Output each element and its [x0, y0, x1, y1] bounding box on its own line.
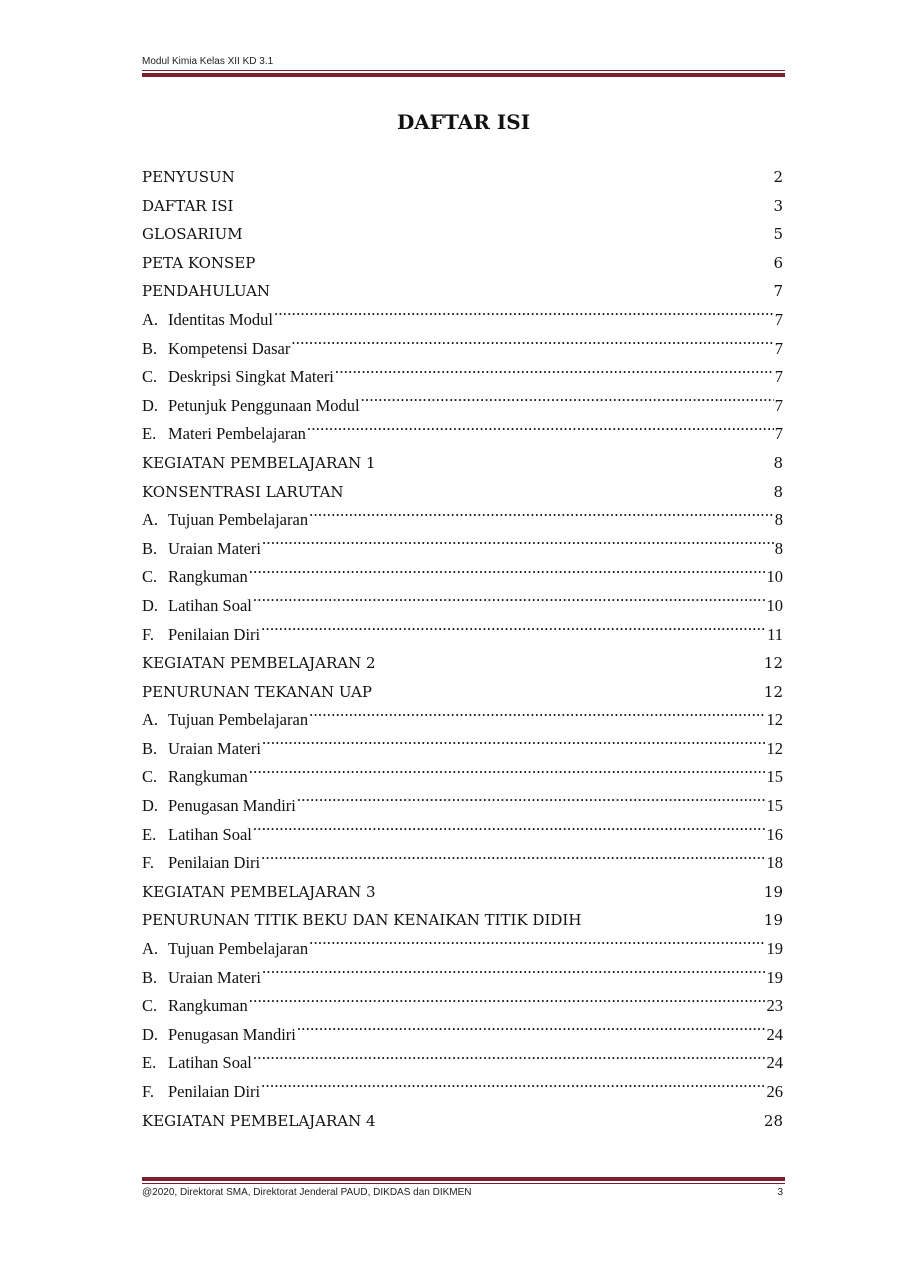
toc-entry-letter: D. — [142, 395, 159, 415]
toc-entry[interactable] — [142, 821, 783, 850]
toc-entry[interactable] — [142, 192, 783, 221]
toc-entry-page-number: 19 — [763, 882, 783, 901]
dot-leader — [377, 659, 763, 668]
toc-entry-page-number: 18 — [766, 853, 783, 873]
toc-entry-label: KONSENTRASI LARUTAN — [142, 482, 344, 501]
toc-entry-page-number: 16 — [766, 824, 783, 844]
toc-entry-label: Rangkuman — [168, 567, 248, 587]
toc-entry-label: Kompetensi Dasar — [168, 338, 291, 358]
toc-entry-letter: D. — [142, 595, 159, 615]
toc-entry[interactable] — [142, 849, 783, 878]
toc-entry-letter: C. — [142, 996, 158, 1016]
toc-entry-label: PENURUNAN TEKANAN UAP — [142, 682, 372, 701]
toc-entry[interactable] — [142, 621, 783, 650]
toc-entry-page-number: 7 — [774, 395, 783, 415]
dot-leader — [309, 509, 774, 526]
toc-entry-page-number: 19 — [766, 939, 783, 959]
toc-entry-label: DAFTAR ISI — [142, 196, 234, 215]
toc-entry[interactable] — [142, 935, 783, 964]
toc-entry[interactable] — [142, 563, 783, 592]
toc-entry-label: Rangkuman — [168, 767, 248, 787]
toc-entry-page-number: 10 — [766, 567, 783, 587]
toc-entry[interactable] — [142, 420, 783, 449]
toc-entry[interactable] — [142, 992, 783, 1021]
toc-entry-letter: B. — [142, 967, 158, 987]
toc-entry[interactable] — [142, 277, 783, 306]
toc-entry-letter: B. — [142, 738, 158, 758]
toc-entry-page-number: 10 — [766, 595, 783, 615]
dot-leader — [274, 308, 774, 325]
running-header: Modul Kimia Kelas XII KD 3.1 — [142, 56, 274, 67]
dot-leader — [309, 938, 765, 955]
toc-entry-label: Uraian Materi — [168, 538, 261, 558]
toc-entry-letter: F. — [142, 624, 154, 644]
header-rule-thin — [142, 70, 785, 71]
dot-leader — [361, 394, 774, 411]
toc-entry-label: Deskripsi Singkat Materi — [168, 367, 334, 387]
dot-leader — [253, 594, 766, 611]
toc-entry-page-number: 26 — [766, 1082, 783, 1101]
toc-entry[interactable] — [142, 1078, 783, 1107]
toc-entry-page-number: 8 — [773, 482, 783, 501]
toc-entry-label: Tujuan Pembelajaran — [168, 710, 309, 730]
toc-entry-page-number: 15 — [766, 796, 783, 816]
toc-entry-letter: A. — [142, 309, 159, 329]
toc-entry-letter: B. — [142, 538, 158, 558]
toc-entry[interactable] — [142, 249, 783, 278]
toc-entry[interactable] — [142, 1021, 783, 1050]
toc-entry-letter: C. — [142, 367, 158, 387]
toc-entry-letter: E. — [142, 824, 157, 844]
dot-leader — [297, 795, 766, 812]
toc-entry-letter: E. — [142, 424, 157, 444]
toc-entry[interactable] — [142, 535, 783, 564]
toc-entry-page-number: 19 — [766, 967, 783, 987]
toc-entry[interactable] — [142, 1107, 783, 1136]
toc-entry-page-number: 11 — [767, 624, 783, 644]
toc-entry-label: Uraian Materi — [168, 738, 261, 758]
toc-entry-letter: B. — [142, 338, 158, 358]
toc-entry-page-number: 28 — [763, 1111, 783, 1130]
dot-leader — [291, 337, 773, 354]
toc-entry-label: Penilaian Diri — [168, 1082, 261, 1101]
toc-entry-page-number: 24 — [766, 1053, 783, 1073]
dot-leader — [249, 995, 766, 1012]
toc-entry-page-number: 8 — [774, 538, 783, 558]
toc-entry-letter: A. — [142, 510, 159, 530]
dot-leader — [582, 916, 762, 925]
toc-entry-label: GLOSARIUM — [142, 225, 243, 244]
dot-leader — [335, 366, 774, 383]
toc-entry-page-number: 8 — [773, 453, 783, 472]
toc-entry-label: PENURUNAN TITIK BEKU DAN KENAIKAN TITIK DIDIH — [142, 911, 582, 930]
toc-entry-label: Latihan Soal — [168, 1053, 252, 1073]
toc-entry[interactable] — [142, 792, 783, 821]
toc-entry-label: KEGIATAN PEMBELAJARAN 3 — [142, 882, 376, 901]
toc-entry[interactable] — [142, 449, 783, 478]
toc-entry-label: PENYUSUN — [142, 168, 235, 186]
toc-entry-page-number: 7 — [774, 309, 783, 329]
header-rule-thick — [142, 73, 785, 77]
footer-rule-thin — [142, 1183, 785, 1184]
dot-leader — [262, 966, 766, 983]
toc-entry-label: Penilaian Diri — [168, 853, 261, 873]
toc-entry-page-number: 23 — [766, 996, 783, 1016]
toc-entry[interactable] — [142, 392, 783, 421]
toc-entry-page-number: 7 — [774, 338, 783, 358]
dot-leader — [249, 566, 766, 583]
dot-leader — [297, 1023, 766, 1040]
dot-leader — [234, 202, 772, 211]
toc-entry-page-number: 6 — [773, 253, 783, 272]
toc-entry-letter: F. — [142, 853, 154, 873]
toc-entry-label: Penugasan Mandiri — [168, 1024, 296, 1044]
toc-entry-label: Materi Pembelajaran — [168, 424, 306, 444]
dot-leader — [236, 173, 773, 182]
toc-entry[interactable] — [142, 878, 783, 907]
toc-entry-page-number: 7 — [774, 424, 783, 444]
toc-entry-page-number: 3 — [773, 196, 783, 215]
toc-entry-letter: C. — [142, 567, 158, 587]
dot-leader — [309, 709, 765, 726]
toc-entry[interactable] — [142, 306, 783, 335]
toc-entry-letter: F. — [142, 1082, 154, 1101]
toc-entry[interactable] — [142, 706, 783, 735]
table-of-contents — [142, 163, 783, 1135]
dot-leader — [345, 488, 773, 497]
toc-entry-label: Penugasan Mandiri — [168, 796, 296, 816]
toc-entry-label: KEGIATAN PEMBELAJARAN 1 — [142, 453, 376, 472]
toc-entry-page-number: 19 — [763, 911, 783, 930]
toc-entry-label: KEGIATAN PEMBELAJARAN 2 — [142, 654, 376, 673]
toc-entry-label: Latihan Soal — [168, 824, 252, 844]
toc-entry[interactable] — [142, 478, 783, 507]
toc-entry[interactable] — [142, 649, 783, 678]
dot-leader — [261, 623, 766, 640]
toc-entry-label: PETA KONSEP — [142, 253, 256, 272]
toc-entry[interactable] — [142, 1049, 783, 1078]
toc-entry[interactable] — [142, 592, 783, 621]
toc-entry-page-number: 2 — [773, 168, 783, 186]
toc-entry-label: Petunjuk Penggunaan Modul — [168, 395, 360, 415]
dot-leader — [307, 423, 774, 440]
dot-leader — [256, 259, 772, 268]
toc-entry-page-number: 12 — [766, 738, 783, 758]
dot-leader — [261, 1081, 765, 1098]
toc-entry-letter: D. — [142, 796, 159, 816]
toc-entry[interactable] — [142, 335, 783, 364]
toc-entry-page-number: 12 — [763, 682, 783, 701]
footer-credit: @2020, Direktorat SMA, Direktorat Jenderal PAUD, DIKDAS dan DIKMEN — [142, 1187, 472, 1198]
footer-page-number: 3 — [777, 1187, 783, 1198]
toc-entry-label: Tujuan Pembelajaran — [168, 939, 309, 959]
page-title: DAFTAR ISI — [396, 110, 531, 134]
dot-leader — [377, 1117, 763, 1126]
toc-entry-page-number: 5 — [773, 225, 783, 244]
toc-entry-page-number: 12 — [766, 710, 783, 730]
toc-entry[interactable] — [142, 678, 783, 707]
toc-entry[interactable] — [142, 964, 783, 993]
toc-entry[interactable] — [142, 763, 783, 792]
dot-leader — [262, 737, 766, 754]
toc-entry-page-number: 7 — [774, 367, 783, 387]
dot-leader — [261, 852, 765, 869]
toc-entry-label: Tujuan Pembelajaran — [168, 510, 309, 530]
toc-entry-label: Penilaian Diri — [168, 624, 261, 644]
toc-entry-letter: A. — [142, 710, 159, 730]
toc-entry-page-number: 24 — [766, 1024, 783, 1044]
toc-entry-page-number: 15 — [766, 767, 783, 787]
toc-entry[interactable] — [142, 163, 783, 192]
toc-entry[interactable] — [142, 220, 783, 249]
dot-leader — [271, 287, 772, 296]
dot-leader — [377, 888, 763, 897]
dot-leader — [249, 766, 766, 783]
toc-entry-label: Uraian Materi — [168, 967, 261, 987]
toc-entry-page-number: 7 — [773, 282, 783, 301]
dot-leader — [262, 537, 774, 554]
toc-entry-letter: C. — [142, 767, 158, 787]
toc-entry-page-number: 12 — [763, 654, 783, 673]
toc-entry-label: Identitas Modul — [168, 309, 273, 329]
toc-entry[interactable] — [142, 506, 783, 535]
toc-entry-label: KEGIATAN PEMBELAJARAN 4 — [142, 1111, 376, 1130]
toc-entry[interactable] — [142, 735, 783, 764]
dot-leader — [377, 459, 773, 468]
toc-entry-label: Latihan Soal — [168, 595, 252, 615]
toc-entry-letter: E. — [142, 1053, 157, 1073]
toc-entry-label: PENDAHULUAN — [142, 282, 271, 301]
toc-entry-label: Rangkuman — [168, 996, 248, 1016]
toc-entry-letter: D. — [142, 1024, 159, 1044]
toc-entry[interactable] — [142, 906, 783, 935]
dot-leader — [373, 688, 763, 697]
dot-leader — [253, 823, 766, 840]
dot-leader — [253, 1052, 766, 1069]
footer-rule-thick — [142, 1177, 785, 1181]
dot-leader — [244, 230, 773, 239]
toc-entry[interactable] — [142, 363, 783, 392]
toc-entry-page-number: 8 — [774, 510, 783, 530]
toc-entry-letter: A. — [142, 939, 159, 959]
